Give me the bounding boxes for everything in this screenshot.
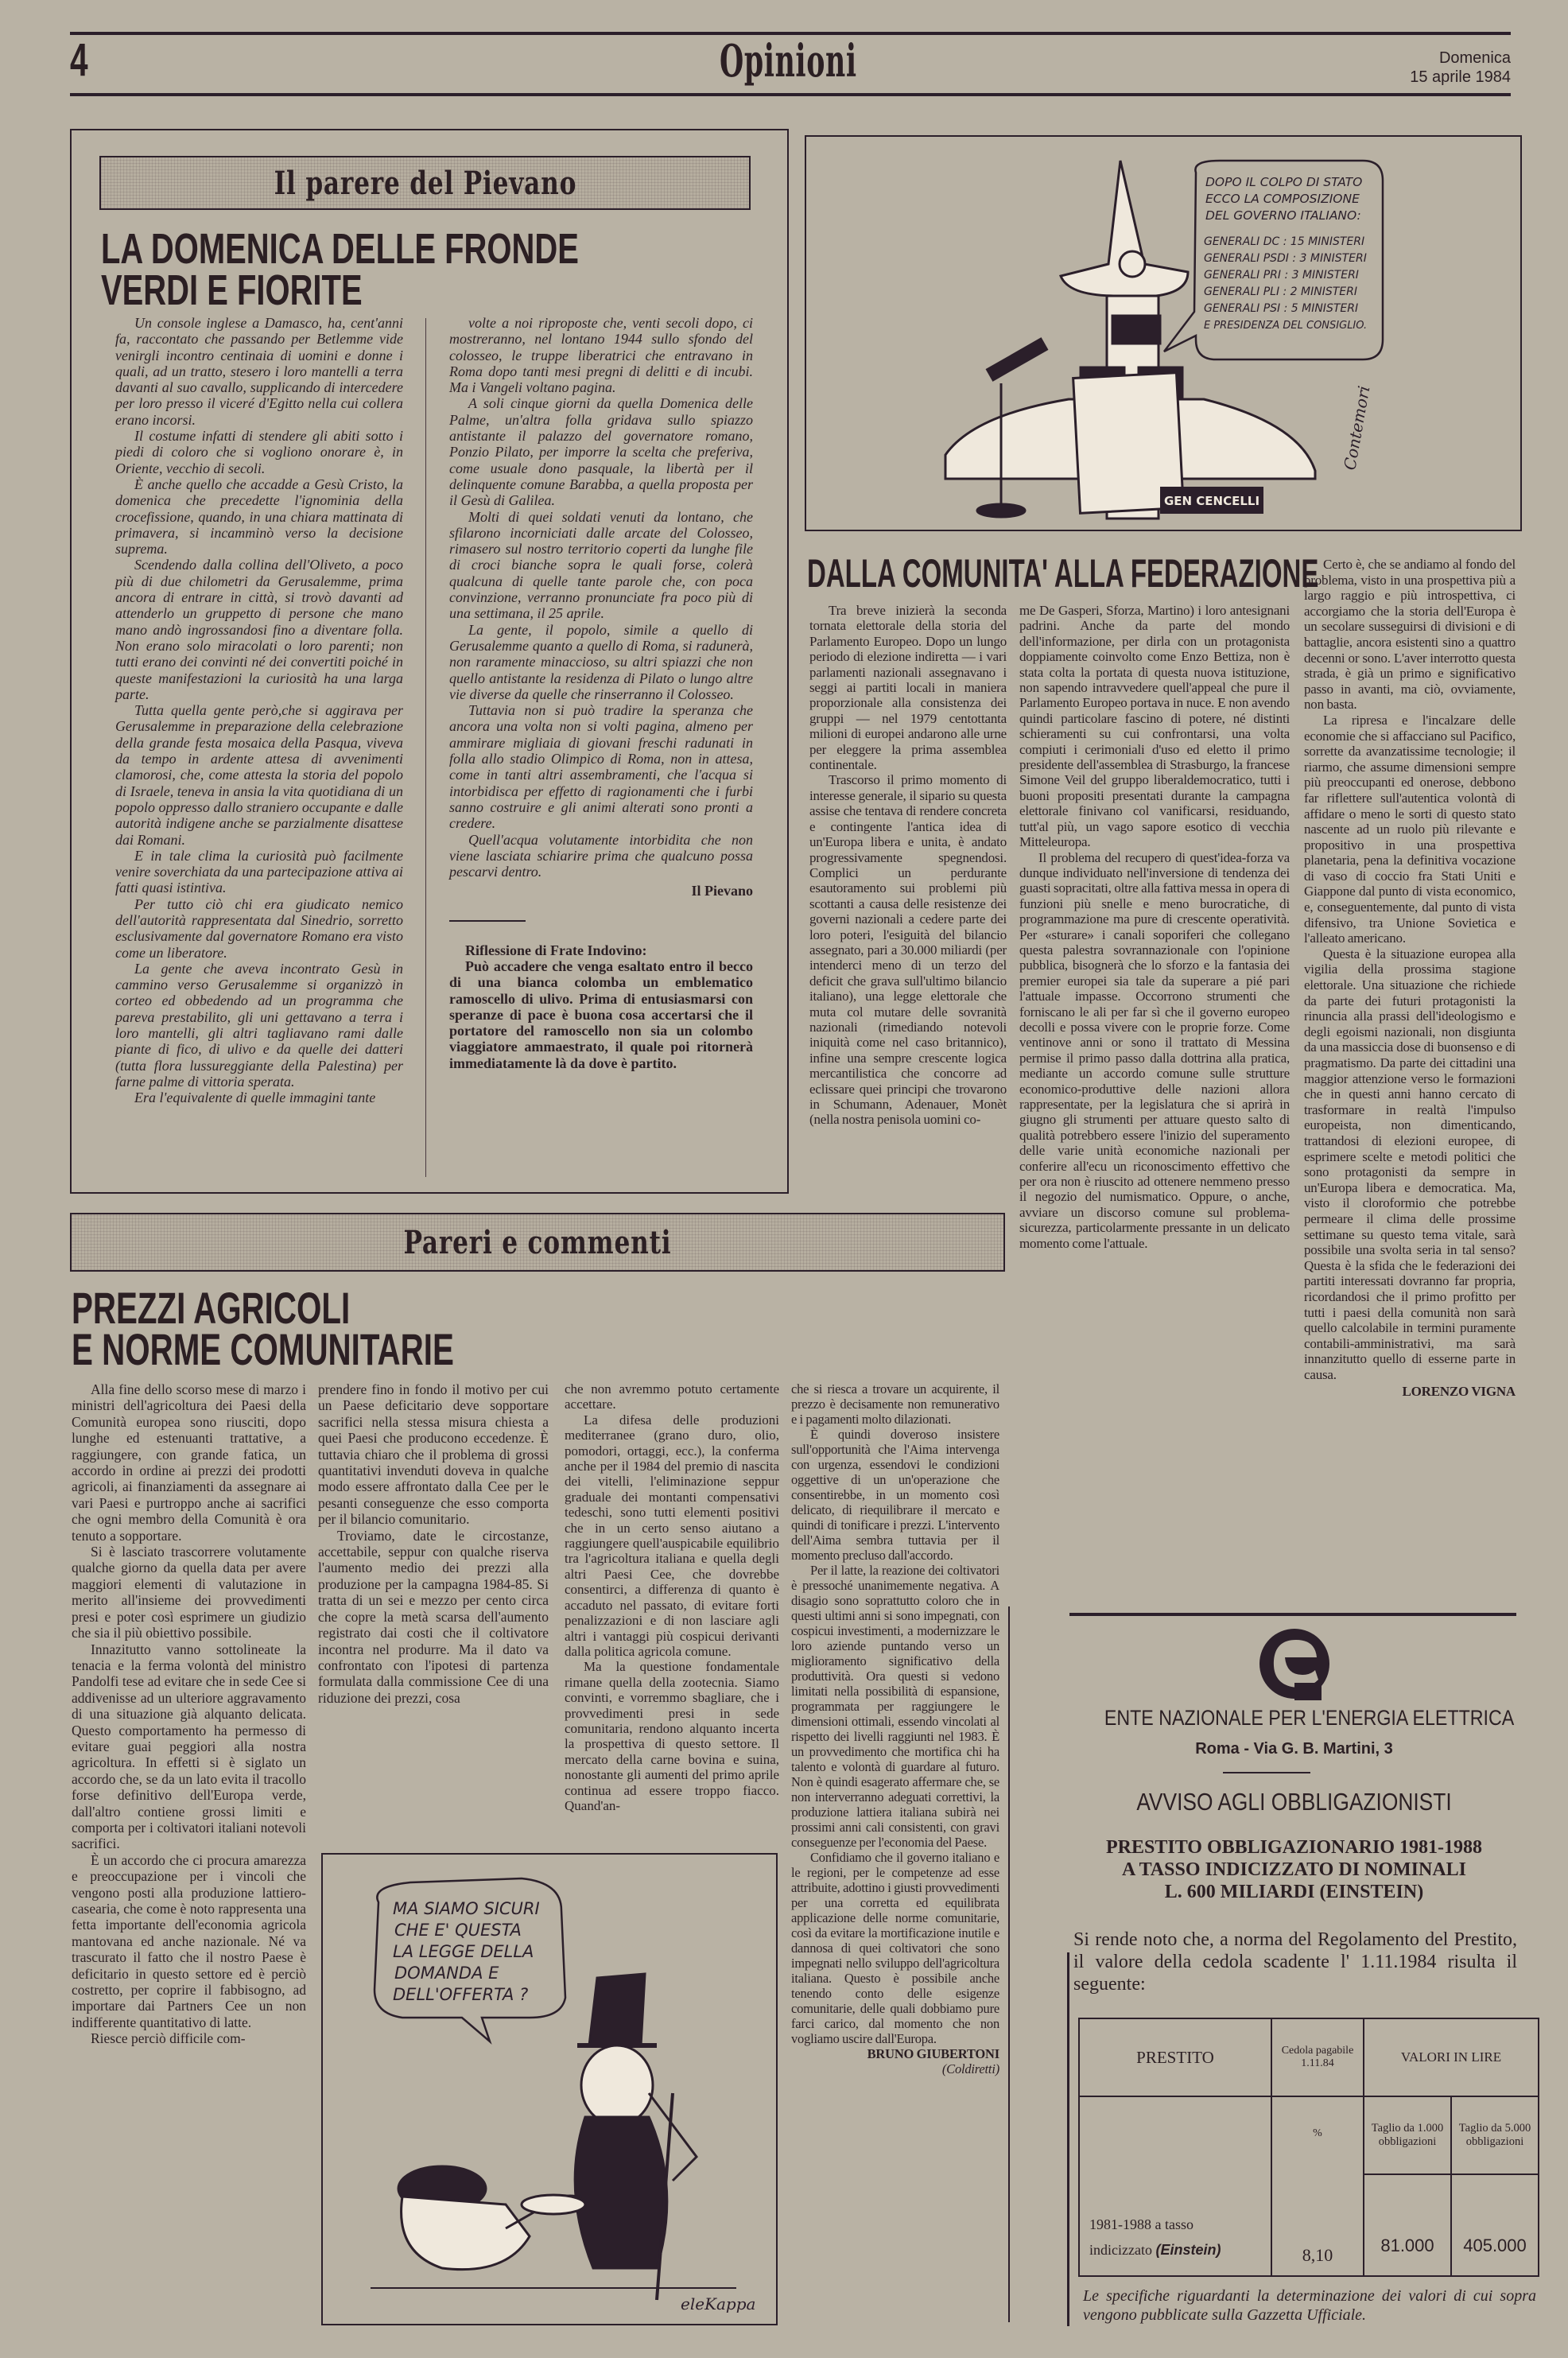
paragraph: Il problema del recupero di quest'idea-forza va dunque individuato nell'inversione di tendenza dei guasti sopracitati, oltre alla fattiva messa in opera di funzioni più snelle e meno burocratiche, di programmazione ma pure di crescente operatività. Per «sturare» i canali soporiferi che collegano questa palestra sovrannazionale con l'opinione pubblica, bisognerà che lo sforzo e la fantasia dei premier europei sia tale da superare a pié pari l'attuale impasse. Occorrono strumenti che forniscano le ali per far sì che il governo europeo decolli e possa vivere con le proprie forze. Come ventinove anni or sono il trattato di Messina permise il primo passo dalla dottrina alla pratica, mediante un accordo comune sulle strutture economico-produttive delle nazioni allora rappresentate, per la legislatura che si aprirà in giugno gli strumenti per attuare questo salto di qualità potrebbero essere l'inizio del superamento delle varie unità economiche nazionali per conferire all'ecu un riconoscimento effettivo che per ora non è riuscito ad ottenere nemmeno presso il negozio del numismatico. Oppure, o anche, avviare un discorso comune sul problema-sicurezza, particolarmente pressante in un delicato momento come l'attuale. [1019, 849, 1290, 1251]
paragraph: Questa è la situazione europea alla vigilia della prossima stagione elettorale. Una situazione che richiede da parte dei futuri protagonisti la rinuncia alla prassi dell'ideologismo e degli egoismi nazionali, non disgiunta da una massiccia dose di buonsenso e di pragmatismo. Da parte dei cittadini una maggior attenzione verso le formazioni che in questi anni hanno cercato di trasformare in realtà l'impulso europeista, non dimenticando, trattandosi di elezioni europee, di esprimere scelte e metodi politici che sono protagonisti da sempre in un'Europa libera e democratica. Ma, visto il cloroformio che potrebbe permeare il clima delle prossime settimane su questo tema vitale, sarà possibile una svolta seria in tal senso? Questa è la sfida che le federazioni dei partiti interessati dovranno far propria, ricordandosi che il primo profitto per tutti i paesi della comunità non sarà quello calcolabile in termini puramente contabili-amministrativi, ma sarà innanzitutto quello di esserne parte in causa. [1304, 946, 1516, 1382]
loan-name-line-2 [1089, 2237, 1271, 2263]
enel-address: Roma - Via G. B. Martini, 3 [1195, 1740, 1393, 1758]
paragraph: Per il latte, la reazione dei coltivatori è pressoché unanimemente negativa. A disagio sono soprattutto coloro che in questi ultimi anni si sono impegnati, con cospicui investimenti, a modernizzare le loro aziende puntando verso un miglioramento significativo della produttività. Ora questi si vedono limitati nella possibilità di espansione, programmata per raggiungere le dimensioni ottimali, essendo vincolati al rispetto dei livelli raggiunti nel 1983. È un provvedimento che mortifica chi ha talento e volontà di guardare al futuro. Non è quindi esagerato affermare che, se non interverranno adeguati correttivi, la produzione lattiera italiana subirà nei prossimi anni cali consistenti, con gravi conseguenze per l'economia del Paese. [791, 1563, 999, 1850]
visor-band [1112, 316, 1160, 344]
paragraph: Certo è, che se andiamo al fondo del problema, visto in una prospettiva più a largo raggio e più introspettiva, ci accorgiamo che la storia dell'Europa è un secolare susseguirsi di divisioni e di battaglie, ancora esistenti sino a quattro decenni or sono. L'aver interrotto questa strada, è già un primo e significativo passo in avanti, ma ciò, ovviamente, non basta. [1304, 557, 1516, 713]
capitalist-body [575, 2117, 667, 2268]
pievano-signature: Il Pievano [691, 883, 753, 899]
page-number: 4 [70, 34, 88, 86]
enel-notice: Si rende noto che, a norma del Regolamento del Prestito, il valore della cedola scadente l' 1.11.1984 risulta il seguente: [1073, 1929, 1517, 1995]
agricoli-affiliation: (Coldiretti) [941, 2061, 999, 2076]
speech-line: DOPO IL COLPO DI STATO [1205, 175, 1363, 189]
enel-logo [1255, 1622, 1334, 1710]
cartoonist-signature: eleKappa [681, 2294, 756, 2313]
paragraph: È un accordo che ci procura amarezza e preoccupazione per i vincoli che vengono posti alla produzione lattiero-casearia, che come è noto rappresenta una fetta importante dell'economia agricola mantovana ed anche nazionale. Né va trascurato il fatto che il nostro Paese è deficitario in questo settore ed è perciò costretto, per coprire il fabbisogno, ad importare dai Partners Cee un non indifferente quantitativo di latte. [72, 1851, 306, 2030]
cartoonist-signature: Contemori [1340, 384, 1374, 472]
paragraph: volte a noi riproposte che, venti secoli dopo, ci mostreranno, nel lontano 1944 sullo sfondo del colosseo, le truppe liberatrici che entravano in Roma dopo tanti mesi pregni di delitti e di incubi. Ma i Vangeli voltano pagina. [449, 315, 753, 396]
pareri-banner-label: Pareri e commenti [403, 1223, 672, 1261]
paragraph: Innazitutto vanno sottolineate la tenacia e la ferma volontà del ministro Pandolfi tese ad evitare che in sede Cee si addivenisse ad un ulteriore aggravamento di una situazione già alquanto delicata. Questo comportamento ha permesso di evitare guai peggiori alla nostra agricoltura. In effetti si è siglato un accordo che, se da un lato evita il tracollo forse definitivo dell'Europa verde, dall'altro contiene grossi limiti e comporta per i coltivatori italiani notevoli sacrifici. [72, 1641, 306, 1852]
paragraph: Ma la questione fondamentale rimane quella della zootecnia. Siamo convinti, e vorremmo sbagliare, che i provvedimenti presi in sede comunitaria, rendono alquanto incerta la prospettiva di questo settore. Il mercato della carne bovina e suina, nonostante gli aumenti del primo aprile continua ad essere troppo fiacco. Quand'an- [565, 1659, 779, 1813]
paragraph: Si è lasciato trascorrere volutamente qualche giorno da quella data per avere maggiori elementi di valutazione in merito all'insieme dei provvedimenti presi e poter così esprimere un giudizio che sia il più obiettivo possibile. [72, 1544, 306, 1641]
enel-loan-line-2: A TASSO INDICIZZATO DI NOMINALI [1122, 1859, 1466, 1880]
paragraph: Riesce perciò difficile com- [91, 2030, 246, 2047]
col-header-taglio-1000: Taglio da 1.000 obbligazioni [1364, 2096, 1451, 2174]
top-hat-icon [589, 1974, 645, 2045]
enel-top-rule [1069, 1613, 1516, 1616]
enel-org-name: ENTE NAZIONALE PER L'ENERGIA ELETTRICA [1104, 1706, 1515, 1730]
paragraph: Alla fine dello scorso mese di marzo i ministri dell'agricoltura dei Paesi della Comunità europea sono riusciti, dopo lunghe ed estenuanti trattative, a raggiungere, con grande fatica, un accordo in ordine ai prezzi dei prodotti agricoli, ai finanziamenti da assegnare ai vari Paesi e purtroppo anche ai sacrifici che ogni membro della Comunità è ora tenuto a sopportare. [72, 1381, 306, 1544]
loan-name-text: indicizzato [1089, 2242, 1152, 2258]
paragraph: che non avremmo potuto certamente accettare. [565, 1381, 779, 1412]
speech-line: GENERALI DC : 15 MINISTERI [1204, 235, 1365, 248]
value-taglio-1000: 81.000 [1364, 2174, 1451, 2276]
nameplate: GEN CENCELLI [1163, 494, 1260, 508]
paragraph: La ripresa e l'incalzare delle economie che si affacciano sul Pacifico, sorrette da avanzatissime tecnologie; il riarmo, che assume dimensioni sempre più preoccupanti ed onerose, debbono far riflettere sull'autentica volontà di affidare o meno le sorti di questo stato nascente ad un ruolo più rilevante e propositivo in una prospettiva planetaria, pena la definitiva vocazione di vaso di coccio fra Stati Uniti e Giappone dal punto di vista economico, e, conseguentemente, dal punto di vista difensivo, tra Unione Sovietica e l'alleato americano. [1304, 712, 1516, 946]
microphone-icon [989, 344, 1045, 375]
paragraph: Quell'acqua volutamente intorbidita che non viene lasciata schiarire prima che qualcuno possa pescarvi dentro. [449, 831, 753, 880]
farmer-hat-icon [522, 2195, 585, 2214]
hat-badge-icon [1120, 251, 1145, 277]
speech-line: GENERALI PLI : 2 MINISTERI [1204, 286, 1357, 298]
microphone-base [977, 504, 1025, 517]
paragraph: Il costume infatti di stendere gli abiti sotto i piedi di coloro che si vogliono onorare è, in Oriente, vecchio di secoli. [115, 428, 403, 476]
speech-line: DEL GOVERNO ITALIANO: [1205, 208, 1361, 223]
pievano-column-1 [115, 315, 403, 1106]
pct-header: % [1313, 2127, 1322, 2139]
paragraph: Era l'equivalente di quelle immagini tante [134, 1090, 376, 1106]
speech-line: CHE E' QUESTA [394, 1921, 522, 1940]
federazione-column-3 [1304, 557, 1516, 1400]
agricoli-column-3 [565, 1381, 779, 1813]
paragraph: prendere fino in fondo il motivo per cui un Paese deficitario deve sopportare sacrifici nella stessa misura chiesta a quei Paesi che producono eccedenze. È tuttavia chiaro che il problema di grossi quantitativi invenduti doveva in qualche modo essere affrontato dalla Cee per le pesanti conseguenze che esso comporta per il bilancio comunitario. [318, 1381, 549, 1528]
speech-line: GENERALI PRI : 3 MINISTERI [1204, 269, 1359, 282]
header-bottom-rule [70, 93, 1511, 96]
paragraph: La gente che aveva incontrato Gesù in cammino verso Gerusalemme si organizzò in corteo ed obbedendo ad un programma che pareva prestabilito, gli uni gettavano a terra i loro mantelli, gli altri tagliavano rami dalle piante di fico, di ulivo e da quelle dei datteri (tutta flora lussureggiante della Palestina) per farne palme di vittoria sperata. [115, 960, 403, 1090]
enel-title: AVVISO AGLI OBBLIGAZIONISTI [1136, 1788, 1452, 1816]
speech-line: MA SIAMO SICURI [393, 1899, 540, 1918]
loan-name-line-1: 1981-1988 a tasso [1089, 2216, 1193, 2232]
paragraph: Confidiamo che il governo italiano e le regioni, per le competenze ad esse attribuite, adottino i giusti provvedimenti per una corretta ed equilibrata applicazione delle norme comunitarie, così da evitare la mortificazione inutile e dannosa di quei coltivatori che sono impegnati nello sviluppo dell'agricoltura italiana. Questo è possibile anche tenendo conto delle esigenze comunitarie, delle quali dobbiamo pure farci carico, dal momento che non vogliamo uscire dall'Europa. [791, 1850, 999, 2046]
pievano-headline-1: LA DOMENICA DELLE FRONDE [101, 225, 579, 273]
farmer-body [402, 2197, 530, 2270]
pievano-column-2 [449, 315, 753, 1071]
paragraph: che si riesca a trovare un acquirente, il prezzo è decisamente non remunerativo e i pagamenti molto dilazionati. [791, 1381, 999, 1427]
loan-name-einstein: (Einstein) [1155, 2242, 1221, 2258]
coupon-table [1078, 2018, 1539, 2277]
pievano-banner-label: Il parere del Pievano [274, 164, 576, 202]
col-header-cedola: Cedola pagabile 1.11.84 [1271, 2018, 1364, 2096]
agricoli-headline-2: E NORME COMUNITARIE [72, 1324, 454, 1374]
enel-left-rule [1067, 1952, 1069, 2326]
header-day: Domenica [1438, 49, 1511, 67]
agricoli-headline-1: PREZZI AGRICOLI [72, 1283, 351, 1333]
enel-footnote: Le specifiche riguardanti la determinazione dei valori di cui sopra vengono pubblicate sulla Gazzetta Ufficiale. [1083, 2287, 1536, 2324]
paragraph: Un console inglese a Damasco, ha, cent'anni fa, raccontato che passando per Betlemme vide venirgli incontro centinaia di uomini e donne i quali, ad un tratto, stesero i loro mantelli a terra davanti al suo cavallo, supplicando di intercedere per loro presso il viceré d'Egitto nella cui collera erano incorsi. [115, 315, 403, 428]
speech-line: E PRESIDENZA DEL CONSIGLIO. [1204, 320, 1368, 332]
paragraph: Scendendo dalla collina dell'Oliveto, a poco più di due chilometri da Gerusalemme, prima ancora di entrare in città, si trovò davanti ad attenderlo un gruppetto di persone che mano mano andò ingrossandosi fino a diventare folla. Non erano solo miracolati o loro parenti; non tutti erano dei convinti né dei convertiti poiché in queste manifestazioni la curiosità ha una larga parte. [115, 557, 403, 702]
paragraph: Tutta quella gente però,che si aggirava per Gerusalemme in preparazione della celebrazione della grande festa mosaica della Pasqua, viveva da tempo in ardente attesa di avvenimenti clamorosi, che, come attesta la storia del popolo di Israele, teneva in ansia la vita quotidiana di un popolo oppresso dallo straniero occupante e dalle autorità indigene anche se parzialmente disattese dai Romani. [115, 702, 403, 848]
paragraph: Tuttavia non si può tradire la speranza che ancora una volta non si volti pagina, almeno per ammirare migliaia di giovani freschi radunati in folla allo stadio Olimpico di Roma, non in attesa, come in tanti altri assembramenti, che l'acqua si intorbidisca per effetto di ragionamenti che i furbi sanno costruire e gli animi alterati sono pronti a credere. [449, 702, 753, 832]
speech-line: ECCO LA COMPOSIZIONE [1205, 192, 1360, 206]
federazione-column-1 [809, 603, 1007, 1128]
reflection-text: Può accadere che venga esaltato entro il becco di una bianca colomba un emblematico ramoscello di ulivo. Prima di entusiasmarsi con speranze di pace è buona cosa accertarsi che il portatore del ramoscello non sia un colombo viaggiatore ammaestrato, il quale poi ritornerà immediatamente là da dove è partito. [449, 958, 753, 1071]
paragraph: La gente, il popolo, simile a quello di Gerusalemme quanto a quello di Roma, si radunerà, non raramente minaccioso, su altri spiazzi che non quello antistante la residenza di Pilato o lungo altre vie diverse da quelle che rinserranno il Colosseo. [449, 621, 753, 702]
paragraph: Troviamo, date le circostanze, accettabile, seppur con qualche riserva l'aumento medio dei prezzi alla produzione per la campagna 1984-85. Si tratta di un sei e mezzo per cento circa che copre la metà scarsa dell'aumento registrato dai costi che il coltivatore incontra nel produrre. Ma il dato va confrontato con l'ipotesi di partenza formulata dalla commissione Cee di una riduzione dei prezzi, cosa [318, 1527, 549, 1706]
reflection-separator [449, 920, 526, 922]
cartoon-top-drawing [806, 137, 1519, 528]
enel-loan-line-3: L. 600 MILIARDI (EINSTEIN) [1164, 1882, 1424, 1902]
value-taglio-5000: 405.000 [1451, 2174, 1539, 2276]
speech-line: DOMANDA E [394, 1964, 499, 1983]
cartoon-bottom-drawing [323, 1855, 774, 2322]
speech-line: GENERALI PSI : 5 MINISTERI [1204, 302, 1359, 315]
paragraph: Trascorso il primo momento di interesse generale, il sipario su questa assise che tentava di rendere concreta e contingente l'antica idea di un'Europa libera e unita, è andato progressivamente spegnendosi. Complici un perdurante esautoramento sui problemi più scottanti a causa delle resistenze dei governi nazionali a cedere parte dei loro poteri, l'esiguità del bilancio assegnato, pari a 30.000 miliardi (per intenderci meno di un terzo del deficit che grava sull'ultimo bilancio italiano), una legge elettorale che muta col mutare delle sovranità nazionali (rimediando notevoli iniquità come nel caso britannico), infine una sempre crescente logica mercantilistica che concorre ad eclissare quei principi che trovarono in Schumann, Adenauer, Monèt (nella nostra penisola uomini co- [809, 772, 1007, 1128]
general-hat-icon [1061, 161, 1188, 296]
pievano-column-divider [425, 318, 426, 1177]
paragraph: È quindi doveroso insistere sull'opportunità che l'Aima intervenga con urgenza, essendovi le condizioni oggettive di un un'operazione che consentirebbe, in un momento così delicato, di riequilibrare il mercato e quindi di tonificare i prezzi. L'intervento dell'Aima sembra tuttavia per il momento precluso dall'accordo. [791, 1427, 999, 1563]
agricoli-column-4 [791, 1381, 999, 2076]
col-header-prestito: PRESTITO [1079, 2018, 1271, 2096]
col-header-taglio-5000: Taglio da 5.000 obbligazioni [1451, 2096, 1539, 2174]
pareri-banner [70, 1213, 1005, 1272]
paragraph: La difesa delle produzioni mediterranee (grano duro, olio, pomodori, ortaggi, ecc.), la conferma anche per il 1984 del premio di nascita dei vitelli, l'eliminazione seppur graduale dei montanti compensativi tedeschi, sono tutti elementi positivi che in un certo senso aiutano a raggiungere quell'auspicabile equilibrio tra l'agricoltura italiana e quella degli altri Paesi Cee, che dovrebbe consentirci, a differenza di quanto è accaduto nel passato, di evitare forti penalizzazioni e di non lasciare agli altri i vantaggi più cospicui derivanti dalla politica agricola comune. [565, 1412, 779, 1659]
loan-name-cell [1079, 2096, 1271, 2276]
paragraph: me De Gasperi, Sforza, Martino) i loro antesignani padrini. Anche da parte del mondo dell'informazione, per dirla con un protagonista doppiamente coinvolto come Enzo Bettiza, non è stata colta la portata di questa nuova istituzione, non sapendo intravvedere quell'appeal che pure il Parlamento Europeo portava in nuce. E non avendo quindi particolare fascino di potere, né distinti schieramenti su cui confrontarsi, una volta compiuti i cerimoniali d'uso ed eletto il primo presidente dell'assemblea di Strasburgo, la francese Simone Veil del gruppo liberaldemocratico, tutti i buoni propositi presentati durante la campagna elettorale finivano col vanificarsi, residuando, tutt'al più, un vago sapore esotico di vecchia Mitteleuropa. [1019, 603, 1290, 850]
agricoli-column-1 [72, 1381, 306, 2047]
enel-separator [1223, 1772, 1310, 1773]
agricoli-right-divider [1008, 1606, 1010, 2322]
agricoli-column-2 [318, 1381, 549, 1706]
agricoli-signature: BRUNO GIUBERTONI [867, 2046, 999, 2061]
pct-value: 8,10 [1302, 2245, 1333, 2265]
section-title: Opinioni [720, 35, 857, 87]
paragraph: È anche quello che accadde a Gesù Cristo, la domenica che precedette l'ignominia della crocefissione, quando, in una chiara mattinata di primavera, si incamminò verso la decisione suprema. [115, 476, 403, 557]
header-date: 15 aprile 1984 [1410, 68, 1511, 86]
reflection-title: Riflessione di Frate Indovino: [465, 942, 647, 958]
pievano-banner [99, 156, 751, 210]
paragraph: E in tale clima la curiosità può facilmente venire soverchiata da una partecipazione attiva ai fatti quasi istintiva. [115, 847, 403, 896]
capitalist-head [581, 2045, 653, 2125]
federazione-headline: DALLA COMUNITA' ALLA FEDERAZIONE [807, 551, 1319, 596]
paragraph: A soli cinque giorni da quella Domenica delle Palme, un'altra folla gridava sullo spiazzo antistante il palazzo del governatore romano, Ponzio Pilato, per imporre la scelta che preferiva, come usuale dono pasquale, la libertà per il delinquente comune Barabba, a quella proposta per il Gesù di Galilea. [449, 395, 753, 509]
paragraph: Tra breve inizierà la seconda tornata elettorale della storia del Parlamento Europeo. Dopo un lungo periodo di elezione indiretta — i vari parlamenti nazionali assegnavano i seggi ai partiti locali in maniera proporzionale alla consistenza dei gruppi — nel 1979 centottanta milioni di europei andarono alle urne per eleggere la prima assemblea continentale. [809, 603, 1007, 773]
speech-line: DELL'OFFERTA ? [393, 1985, 529, 2004]
federazione-signature: LORENZO VIGNA [1402, 1384, 1516, 1400]
paragraph: Per tutto ciò chi era giudicato nemico dell'autorità rappresentata dal Sinedrio, sorretto esclusivamente dal governatore Romano era visto come un liberatore. [115, 895, 403, 961]
col-header-valori: VALORI IN LIRE [1364, 2018, 1539, 2096]
federazione-column-2 [1019, 603, 1290, 1251]
speech-line: GENERALI PSDI : 3 MINISTERI [1204, 252, 1367, 265]
pct-cell [1271, 2096, 1364, 2276]
pievano-headline-2: VERDI E FIORITE [101, 266, 363, 314]
enel-loan-line-1: PRESTITO OBBLIGAZIONARIO 1981-1988 [1106, 1837, 1482, 1858]
speech-line: LA LEGGE DELLA [393, 1942, 534, 1961]
paragraph: Molti di quei soldati venuti da lontano, che sfilarono incorniciati dalle arcate del Colosseo, rimasero sul nostro territorio coperti da lunghe file di croci bianche sopra le quali forse, colerà qualcuna di quelle tante parole che, con poca convinzione, verranno pronunciate fra poco più di una settimana, il 25 aprile. [449, 508, 753, 622]
